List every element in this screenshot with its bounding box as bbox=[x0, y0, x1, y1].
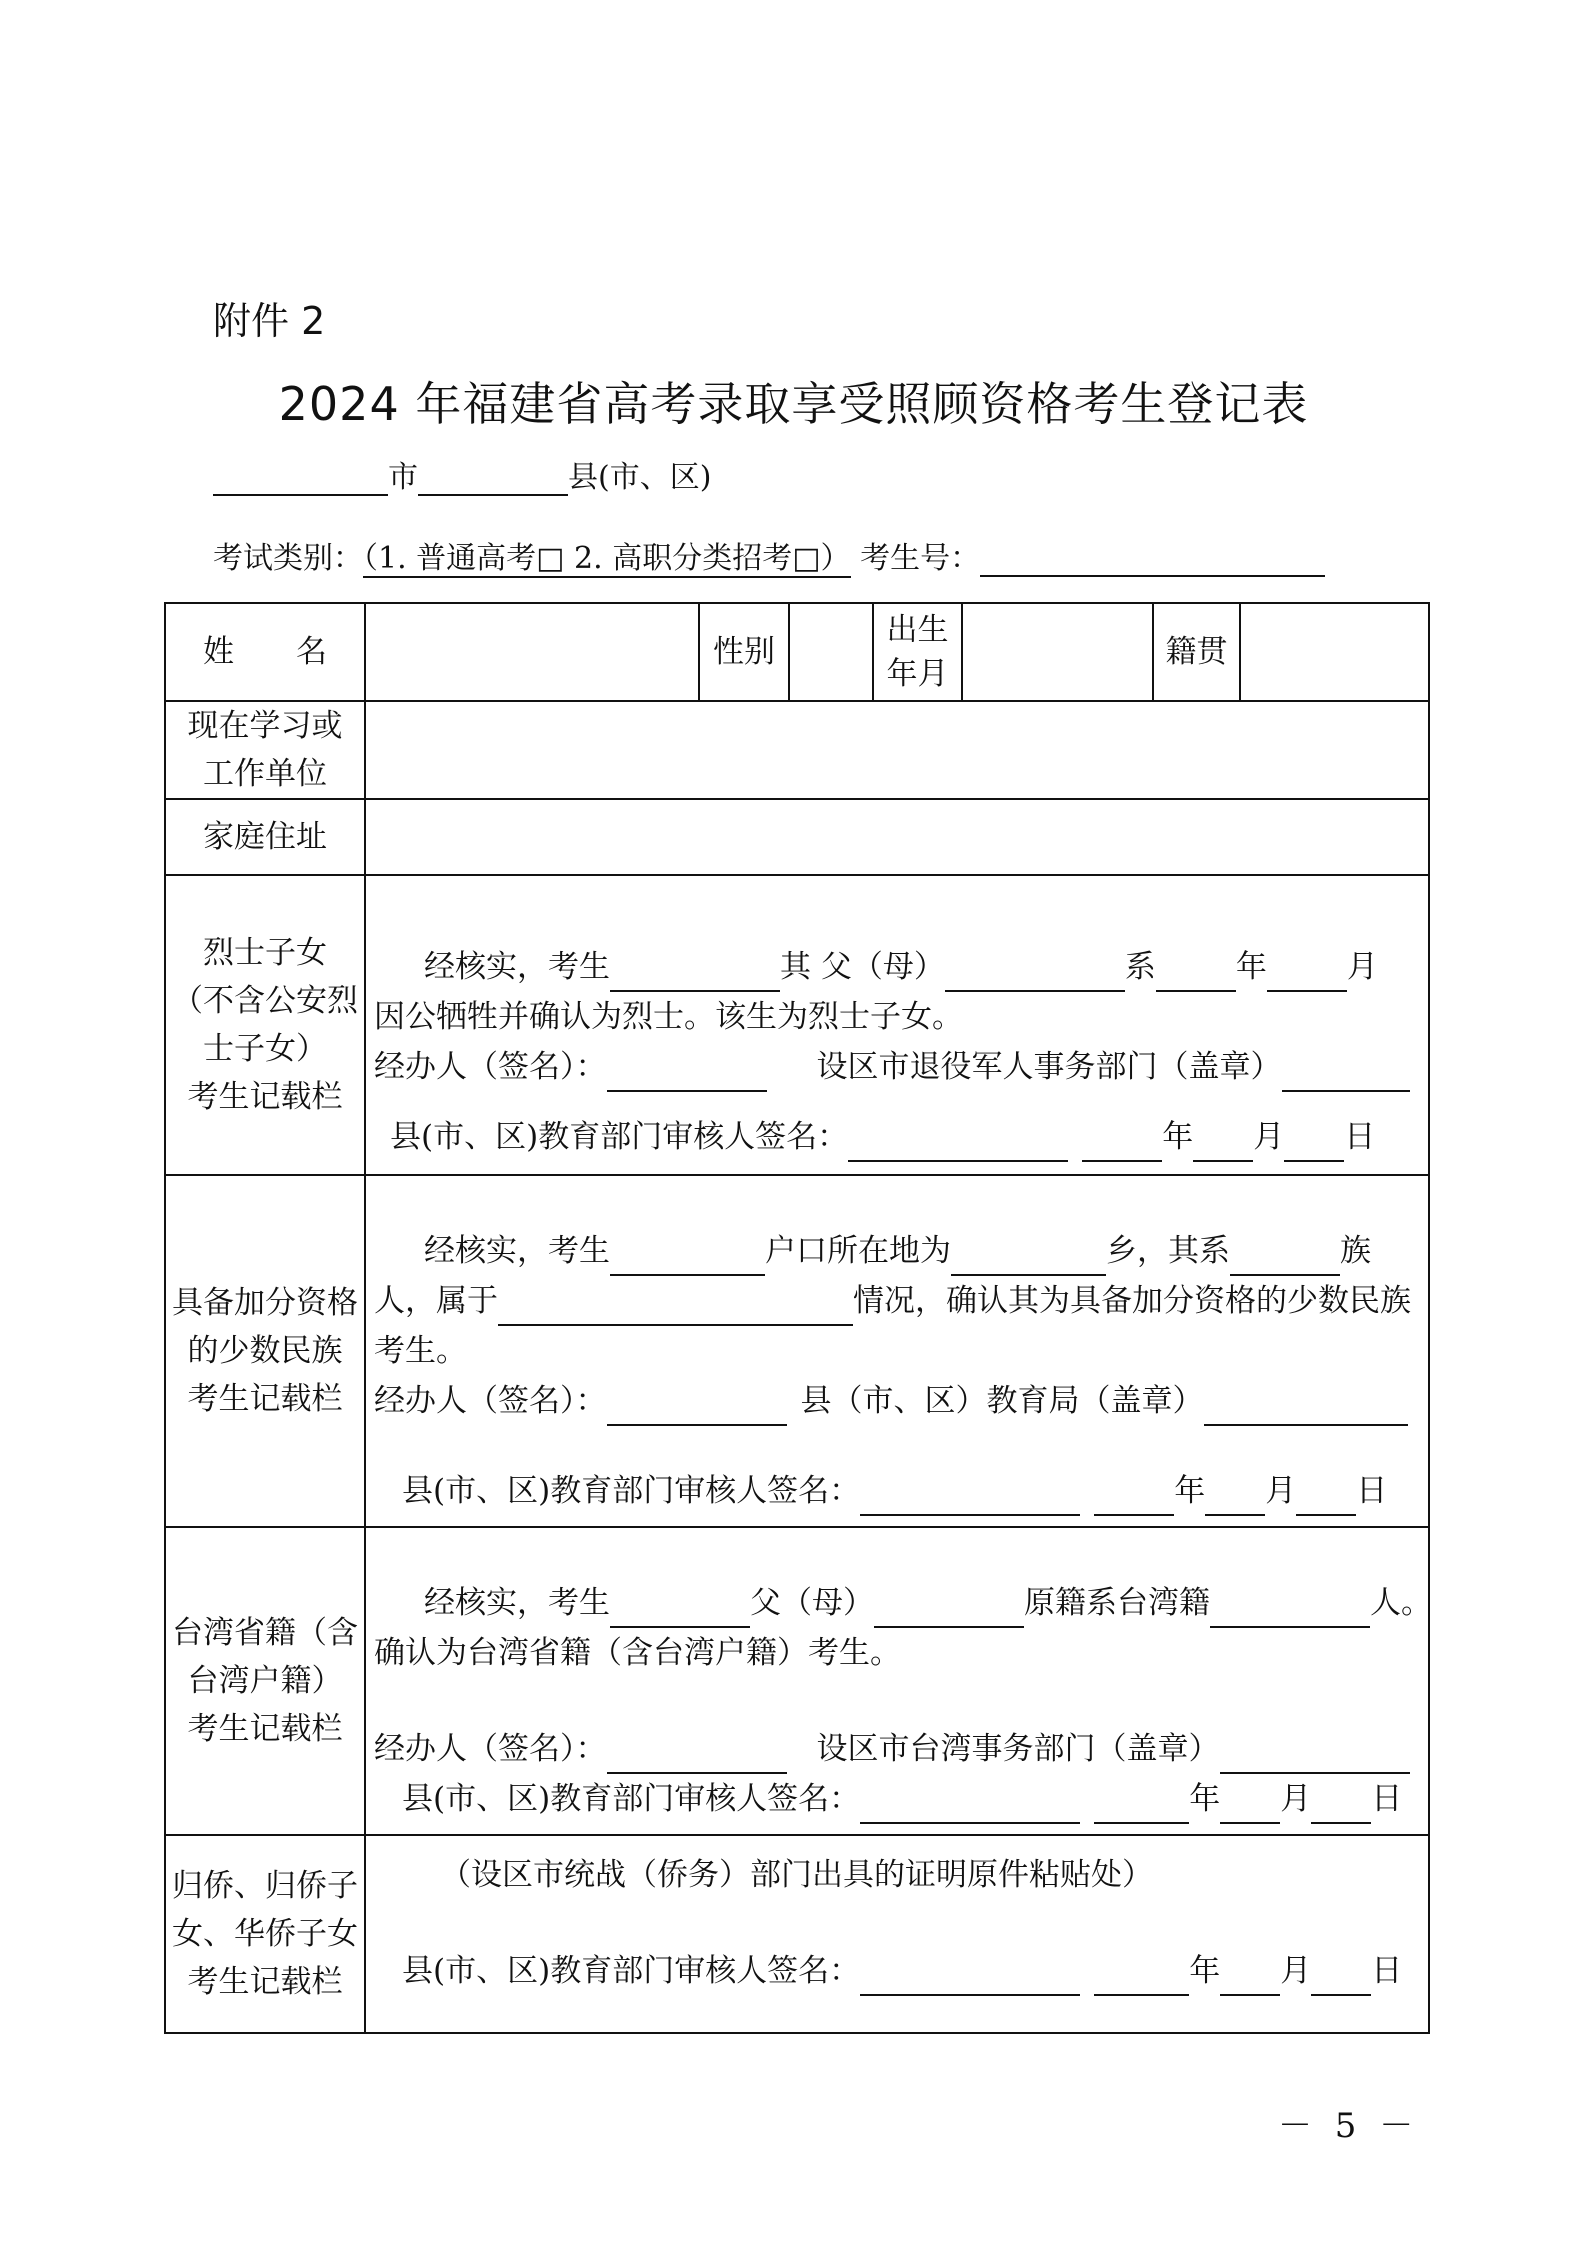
minority-category-line: 人，属于 情况，确认其为具备加分资格的少数民族 bbox=[374, 1276, 1424, 1326]
page-number: － 5 － bbox=[1278, 2106, 1420, 2146]
birth-field[interactable] bbox=[962, 603, 1153, 701]
taiwan-section-label: 台湾省籍（含 台湾户籍） 考生记载栏 bbox=[165, 1527, 365, 1835]
name-label: 姓 名 bbox=[165, 603, 365, 701]
home-address-field[interactable] bbox=[365, 799, 1429, 875]
minority-section-label: 具备加分资格 的少数民族 考生记载栏 bbox=[165, 1175, 365, 1527]
minority-review-line: 县(市、区)教育部门审核人签名： 年 月 日 bbox=[374, 1466, 1424, 1516]
attachment-label: 附件 2 bbox=[213, 299, 326, 343]
martyr-reviewer-blank[interactable] bbox=[848, 1128, 1068, 1162]
gender-field[interactable] bbox=[789, 603, 873, 701]
martyr-dept-stamp-blank[interactable] bbox=[1282, 1058, 1410, 1092]
martyr-verify-line: 经核实，考生 其 父（母） 系 年 月 bbox=[374, 942, 1424, 992]
page-title: 2024 年福建省高考录取享受照顾资格考生登记表 bbox=[278, 377, 1309, 431]
martyr-student-blank[interactable] bbox=[610, 958, 780, 992]
overseas-review-line: 县(市、区)教育部门审核人签名： 年 月 日 bbox=[374, 1946, 1424, 1996]
registration-table bbox=[164, 602, 1430, 2034]
overseas-section-label: 归侨、归侨子 女、华侨子女 考生记载栏 bbox=[165, 1835, 365, 2033]
exam-line bbox=[213, 533, 1325, 577]
city-blank[interactable] bbox=[213, 462, 388, 496]
martyr-handler-line: 经办人（签名）： 设区市退役军人事务部门（盖章） bbox=[374, 1042, 1424, 1092]
birth-label: 出生 年月 bbox=[873, 603, 962, 701]
work-unit-field[interactable] bbox=[365, 701, 1429, 799]
martyr-confirm-line: 因公牺牲并确认为烈士。该生为烈士子女。 bbox=[374, 999, 963, 1035]
exam-no-label: 考生号： bbox=[860, 541, 981, 576]
taiwan-verify-line: 经核实，考生 父（母） 原籍系台湾籍 人。 bbox=[374, 1578, 1424, 1628]
martyr-handler-blank[interactable] bbox=[607, 1058, 767, 1092]
county-suffix: 县(市、区) bbox=[568, 460, 712, 495]
location-line bbox=[213, 452, 711, 496]
work-unit-label: 现在学习或 工作单位 bbox=[165, 701, 365, 799]
minority-student-line: 考生。 bbox=[374, 1333, 467, 1369]
exam-category-label: 考试类别： bbox=[213, 541, 363, 576]
overseas-paste-note: （设区市统战（侨务）部门出具的证明原件粘贴处） bbox=[440, 1857, 1153, 1893]
martyr-parent-blank[interactable] bbox=[945, 958, 1125, 992]
name-field[interactable] bbox=[365, 603, 699, 701]
taiwan-review-line: 县(市、区)教育部门审核人签名： 年 月 日 bbox=[374, 1774, 1424, 1824]
taiwan-confirm-line: 确认为台湾省籍（含台湾户籍）考生。 bbox=[374, 1635, 901, 1671]
native-place-field[interactable] bbox=[1240, 603, 1429, 701]
exam-no-blank[interactable] bbox=[980, 543, 1325, 577]
gender-label: 性别 bbox=[699, 603, 789, 701]
city-suffix: 市 bbox=[388, 460, 418, 495]
martyr-section bbox=[365, 875, 1429, 1175]
martyr-review-line: 县(市、区)教育部门审核人签名： 年 月 日 bbox=[374, 1112, 1424, 1162]
minority-verify-line: 经核实，考生 户口所在地为 乡，其系 族 bbox=[374, 1226, 1424, 1276]
county-blank[interactable] bbox=[418, 462, 568, 496]
taiwan-section bbox=[365, 1527, 1432, 1835]
exam-category-options[interactable]: （1. 普通高考□ 2. 高职分类招考□） bbox=[363, 541, 851, 576]
martyr-section-label: 烈士子女 （不含公安烈 士子女） 考生记载栏 bbox=[165, 875, 365, 1175]
native-place-label: 籍贯 bbox=[1153, 603, 1240, 701]
minority-handler-line: 经办人（签名）： 县（市、区）教育局（盖章） bbox=[374, 1376, 1424, 1426]
martyr-year-blank[interactable] bbox=[1156, 958, 1236, 992]
minority-section bbox=[365, 1175, 1429, 1527]
overseas-section bbox=[365, 1835, 1429, 2033]
martyr-month-blank[interactable] bbox=[1267, 958, 1347, 992]
home-address-label: 家庭住址 bbox=[165, 799, 365, 875]
taiwan-handler-line: 经办人（签名）： 设区市台湾事务部门（盖章） bbox=[374, 1724, 1424, 1774]
